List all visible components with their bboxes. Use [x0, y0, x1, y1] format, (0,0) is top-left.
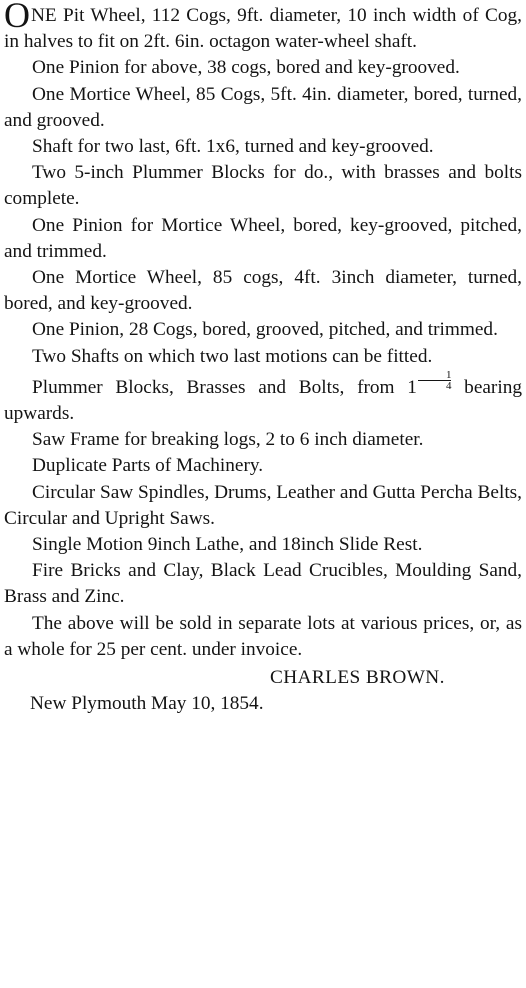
dateline: New Plymouth May 10, 1854.: [30, 693, 264, 715]
item-two-shafts: Two Shafts on which two last motions can be fitted.: [32, 345, 433, 367]
item-lathe: Single Motion 9inch Lathe, and 18inch Slide Rest.: [32, 534, 423, 556]
advertisement: [4, 2, 522, 717]
item-plummer-blocks-5-inch: Two 5-inch Plummer Blocks for do., with brasses and bolts complete.: [4, 162, 522, 210]
drop-cap: O: [4, 0, 30, 35]
fraction: [418, 370, 452, 391]
item-pinion-28-cogs: One Pinion, 28 Cogs, bored, grooved, pitched, and trimmed.: [32, 319, 498, 341]
item-duplicate-parts: Duplicate Parts of Machinery.: [32, 455, 264, 477]
item-pinion-mortice: One Pinion for Mortice Wheel, bored, key-grooved, pitched, and trimmed.: [4, 214, 522, 262]
fraction-numerator: 1: [418, 370, 452, 381]
item-mortice-wheel-4ft: One Mortice Wheel, 85 cogs, 4ft. 3inch diameter, turned, bored, and key-grooved.: [4, 267, 522, 315]
item-pit-wheel: [4, 2, 522, 55]
item-text: Plummer Blocks, Brasses and Bolts, from 1: [32, 376, 417, 398]
item-shaft: Shaft for two last, 6ft. 1x6, turned and key-grooved.: [32, 136, 434, 158]
item-saw-frame: Saw Frame for breaking logs, 2 to 6 inch diameter.: [32, 429, 424, 451]
item-pinion: One Pinion for above, 38 cogs, bored and key-grooved.: [32, 57, 460, 79]
item-fire-bricks: Fire Bricks and Clay, Black Lead Crucibles, Moulding Sand, Brass and Zinc.: [4, 560, 522, 608]
item-text: bearing upwards.: [4, 376, 522, 425]
sale-terms: The above will be sold in separate lots at various prices, or, as a whole for 25 per cent. under invoice.: [4, 612, 522, 660]
item-plummer-blocks: [4, 370, 522, 427]
item-circular-saw-spindles: Circular Saw Spindles, Drums, Leather and Gutta Percha Belts, Circular and Upright Saws.: [4, 481, 522, 529]
fraction-denominator: 4: [445, 379, 452, 392]
signature: CHARLES BROWN.: [270, 667, 445, 689]
item-mortice-wheel: One Mortice Wheel, 85 Cogs, 5ft. 4in. diameter, bored, turned, and grooved.: [4, 83, 522, 131]
item-text: NE Pit Wheel, 112 Cogs, 9ft. diameter, 10 inch width of Cog, in halves to fit on 2ft. 6in. octagon water-wheel shaft.: [4, 5, 522, 53]
